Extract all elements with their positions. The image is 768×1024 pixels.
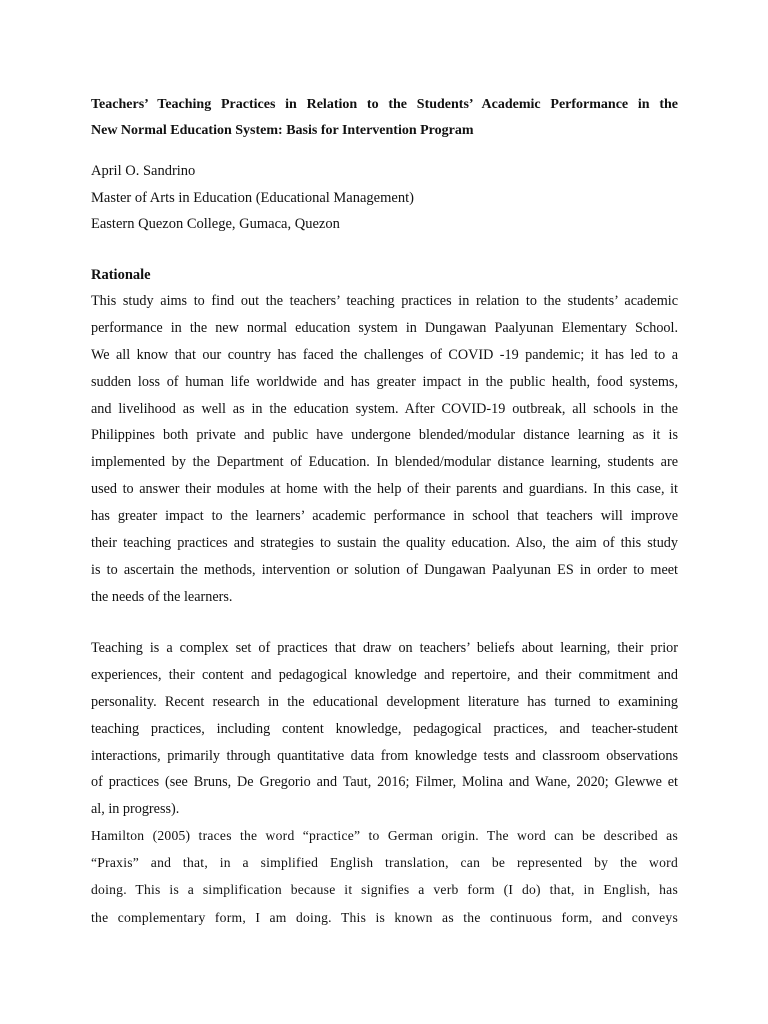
paragraph-line: doing. This is a simplification because it signifies a verb form (I do) that, in English, has	[91, 882, 678, 898]
paragraph-line: personality. Recent research in the educational development literature has turned to examining	[91, 693, 678, 710]
paragraph-line: of practices (see Bruns, De Gregorio and Taut, 2016; Filmer, Molina and Wane, 2020; Glewwe et	[91, 774, 678, 791]
paragraph-line: This study aims to find out the teachers’ teaching practices in relation to the students’ academic	[91, 293, 678, 309]
paragraph-line: their teaching practices and strategies to sustain the quality education. Also, the aim of this study	[91, 535, 678, 552]
title-line-2: New Normal Education System: Basis for Intervention Program	[91, 123, 474, 138]
paragraph-rationale-1	[91, 288, 678, 611]
author-degree: Master of Arts in Education (Educational Management)	[91, 189, 414, 206]
paragraph-line: al, in progress).	[91, 801, 180, 818]
paragraph-line: teaching practices, including content knowledge, pedagogical practices, and teacher-student	[91, 720, 678, 737]
paragraph-line: the complementary form, I am doing. This is known as the continuous form, and conveys	[91, 909, 678, 925]
paragraph-line: experiences, their content and pedagogical knowledge and repertoire, and their commitment and	[91, 666, 678, 683]
author-institution: Eastern Quezon College, Gumaca, Quezon	[91, 216, 340, 232]
paragraph-line: Hamilton (2005) traces the word “practice” to German origin. The word can be described as	[91, 828, 678, 843]
paragraph-line: has greater impact to the learners’ academic performance in school that teachers will improve	[91, 508, 678, 525]
paragraph-line: Philippines both private and public have undergone blended/modular distance learning as it is	[91, 427, 678, 444]
paragraph-line: We all know that our country has faced the challenges of COVID -19 pandemic; it has led to a	[91, 346, 678, 363]
title-line-1: Teachers’ Teaching Practices in Relation to the Students’ Academic Performance in the	[91, 97, 678, 112]
paragraph-line: sudden loss of human life worldwide and has greater impact in the public health, food systems,	[91, 373, 678, 390]
author-name: April O. Sandrino	[91, 163, 196, 179]
author-block	[91, 158, 414, 238]
paragraph-rationale-3	[91, 822, 678, 931]
paragraph-line: performance in the new normal education system in Dungawan Paalyunan Elementary School.	[91, 319, 678, 336]
paragraph-line: Teaching is a complex set of practices that draw on teachers’ beliefs about learning, their prior	[91, 640, 678, 656]
paragraph-line: used to answer their modules at home with the help of their parents and guardians. In this case, it	[91, 481, 678, 498]
paragraph-rationale-2	[91, 635, 678, 823]
section-heading-rationale: Rationale	[91, 267, 151, 283]
paragraph-line: the needs of the learners.	[91, 588, 233, 605]
paragraph-line: interactions, primarily through quantitative data from knowledge tests and classroom observations	[91, 747, 678, 764]
paragraph-line: and livelihood as well as in the education system. After COVID-19 outbreak, all schools in the	[91, 400, 678, 417]
paper-title	[91, 92, 678, 144]
paragraph-line: implemented by the Department of Education. In blended/modular distance learning, students are	[91, 454, 678, 471]
paragraph-line: “Praxis” and that, in a simplified English translation, can be represented by the word	[91, 855, 678, 871]
paragraph-line: is to ascertain the methods, intervention or solution of Dungawan Paalyunan ES in order to meet	[91, 561, 678, 578]
